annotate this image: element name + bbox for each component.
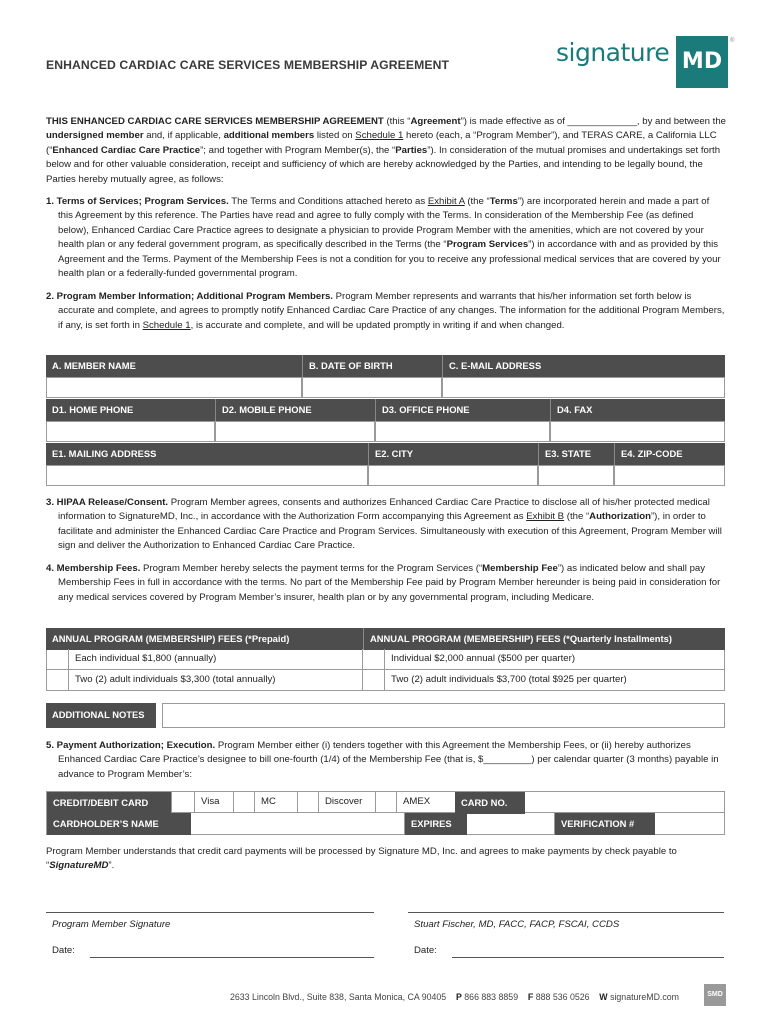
zip-code-field[interactable] (614, 465, 725, 486)
home-phone-field[interactable] (46, 421, 215, 442)
mc-label: MC (261, 795, 276, 807)
member-name-field[interactable] (46, 377, 302, 398)
signature-md-logo (556, 36, 736, 92)
card-number-field[interactable] (525, 792, 724, 812)
member-date-line[interactable] (90, 957, 374, 958)
mobile-phone-header: D2. MOBILE PHONE (215, 399, 375, 421)
office-phone-field[interactable] (375, 421, 550, 442)
member-info-table (46, 355, 725, 487)
home-phone-header: D1. HOME PHONE (46, 399, 215, 421)
member-date-label: Date: (52, 945, 75, 956)
credit-card-row (46, 791, 725, 813)
footer-contact: 2633 Lincoln Blvd., Suite 838, Santa Monica, CA 90405 P 866 883 8859 F 888 536 0526 W signatureMD.com (230, 992, 679, 1002)
footer-address: 2633 Lincoln Blvd., Suite 838, Santa Monica, CA 90405 (230, 992, 447, 1002)
city-header: E2. CITY (368, 443, 538, 465)
amex-checkbox[interactable] (375, 792, 397, 812)
additional-notes-label: ADDITIONAL NOTES (46, 703, 156, 728)
email-address-field[interactable] (442, 377, 725, 398)
logo-wordmark: signature (556, 38, 670, 67)
section-2-member-info: 2. Program Member Information; Additional Program Members. Program Member represents and warrants that his/her information set forth below is accurate and complete, and agrees to promptly notify Enhanced Cardiac Care Practice of any changes. The information for the additional Program Members, if any, is set forth in Schedule 1, is accurate and complete, and will be updated promptly in writing if and when changed. (46, 291, 725, 331)
additional-notes-row (46, 703, 725, 728)
fees-table (46, 628, 725, 691)
cardholder-row (46, 813, 725, 835)
expires-label: EXPIRES (405, 813, 467, 835)
physician-signature-label: Stuart Fischer, MD, FACC, FACP, FSCAI, CCDS (414, 919, 620, 930)
section-5-payment: 5. Payment Authorization; Execution. Program Member either (i) tenders together with this Agreement the Membership Fees, or (ii) hereby authorizes Enhanced Cardiac Care Practice’s designee to bill one-fourth (1/4) of the Membership Fee (that is, $_________) per calendar quarter (3 months) payable in advance to Program Member’s: (46, 740, 719, 780)
prepaid-individual-option: Each individual $1,800 (annually) (69, 649, 363, 669)
prepaid-individual-checkbox[interactable] (47, 649, 69, 669)
fax-header: D4. FAX (550, 399, 725, 421)
mailing-address-field[interactable] (46, 465, 368, 486)
discover-checkbox[interactable] (297, 792, 319, 812)
footer-fax: 888 536 0526 (535, 992, 590, 1002)
footer-website: signatureMD.com (610, 992, 679, 1002)
visa-checkbox[interactable] (171, 792, 195, 812)
verification-label: VERIFICATION # (555, 813, 655, 835)
section-1-terms: 1. Terms of Services; Program Services. The Terms and Conditions attached hereto as Exhibit A (the “Terms”) are incorporated herein and made a part of this Agreement by this reference. The Parties have read and agree to fully comply with the Terms. In consideration of the Membership Fee (as defined below), Enhanced Cardiac Care Practice agrees to designate a physician to provide Program Member with the amenities, which are not covered by your health plan or any federal government program, as specifically described in the Terms (the “Program Services”) in accordance with and as provided by this Agreement and the Terms. Payment of the Membership Fees is not a condition for you to receive any professional medical services that are covered by your health plan or a federally-funded governmental program. (46, 196, 721, 280)
quarterly-two-adults-checkbox[interactable] (363, 670, 385, 690)
amex-label: AMEX (403, 795, 431, 807)
email-address-header: C. E-MAIL ADDRESS (442, 355, 725, 377)
physician-date-line[interactable] (452, 957, 724, 958)
zip-code-header: E4. ZIP-CODE (614, 443, 725, 465)
logo-md-mark: MD (676, 36, 728, 88)
cardholder-name-field[interactable] (191, 813, 405, 834)
date-of-birth-header: B. DATE OF BIRTH (302, 355, 442, 377)
prepaid-two-adults-option: Two (2) adult individuals $3,300 (total annually) (69, 670, 363, 690)
member-signature-line[interactable] (46, 912, 374, 913)
state-header: E3. STATE (538, 443, 614, 465)
payment-understanding-text: Program Member understands that credit card payments will be processed by Signature MD, Inc. and agrees to make payments by check payable to “SignatureMD”. (46, 846, 677, 872)
credit-debit-card-label: CREDIT/DEBIT CARD (47, 792, 171, 814)
mc-checkbox[interactable] (233, 792, 255, 812)
verification-field[interactable] (655, 813, 724, 834)
state-field[interactable] (538, 465, 614, 486)
fax-field[interactable] (550, 421, 725, 442)
visa-label: Visa (201, 795, 220, 807)
physician-signature-line[interactable] (408, 912, 724, 913)
section-4-fees: 4. Membership Fees. Program Member hereby selects the payment terms for the Program Services (“Membership Fee”) as indicated below and shall pay Membership Fees in full in accordance with the terms. No part of the Membership Fee paid by Program Member hereunder is being paid in consideration for any medical services covered by Program Member’s insurer, health plan or by any governmental program, including Medicare. (46, 563, 721, 603)
card-number-label: CARD NO. (455, 792, 525, 814)
quarterly-fees-header: ANNUAL PROGRAM (MEMBERSHIP) FEES (*Quarterly Installments) (363, 628, 725, 650)
prepaid-fees-header: ANNUAL PROGRAM (MEMBERSHIP) FEES (*Prepaid) (46, 628, 363, 650)
member-signature-label: Program Member Signature (52, 919, 171, 930)
footer-phone: 866 883 8859 (464, 992, 519, 1002)
city-field[interactable] (368, 465, 538, 486)
mailing-address-header: E1. MAILING ADDRESS (46, 443, 368, 465)
section-3-hipaa: 3. HIPAA Release/Consent. Program Member agrees, consents and authorizes Enhanced Cardiac Care Practice to disclose all of his/her protected medical information to SignatureMD, Inc., in accordance with the Authorization Form accompanying this Agreement as Exhibit B (the “Authorization”), in order to facilitate and administer the Enhanced Cardiac Care Practice and Program Services. Simultaneously with execution of this Agreement, Program Member will sign and deliver the Authorization to Enhanced Cardiac Care Practice. (46, 497, 722, 552)
expires-field[interactable] (467, 813, 555, 834)
smd-badge-logo: SMD (704, 984, 726, 1006)
discover-label: Discover (325, 795, 363, 807)
registered-mark: ® (730, 38, 735, 44)
cardholder-name-label: CARDHOLDER’S NAME (47, 813, 191, 835)
prepaid-two-adults-checkbox[interactable] (47, 670, 69, 690)
quarterly-individual-option: Individual $2,000 annual ($500 per quarter) (391, 652, 576, 664)
page-title: ENHANCED CARDIAC CARE SERVICES MEMBERSHIP AGREEMENT (46, 58, 450, 72)
member-name-header: A. MEMBER NAME (46, 355, 302, 377)
office-phone-header: D3. OFFICE PHONE (375, 399, 550, 421)
physician-date-label: Date: (414, 945, 437, 956)
quarterly-two-adults-option: Two (2) adult individuals $3,700 (total $925 per quarter) (391, 673, 627, 685)
additional-notes-field[interactable] (162, 703, 725, 728)
intro-paragraph: THIS ENHANCED CARDIAC CARE SERVICES MEMBERSHIP AGREEMENT (this “Agreement”) is made effective as of _____________, by and between the undersigned member and, if applicable, additional members listed on Schedule 1 hereto (each, a “Program Member”), and TERAS CARE, a California LLC (“Enhanced Cardiac Care Practice”; and together with Program Member(s), the “Parties”). In consideration of the mutual promises and undertakings set forth below and for other valuable consideration, receipt and sufficiency of which are hereby acknowledged by the Parties, and intending to be legally bound, the Parties hereby mutually agree, as follows: (46, 116, 726, 185)
date-of-birth-field[interactable] (302, 377, 442, 398)
mobile-phone-field[interactable] (215, 421, 375, 442)
quarterly-individual-checkbox[interactable] (363, 649, 385, 669)
